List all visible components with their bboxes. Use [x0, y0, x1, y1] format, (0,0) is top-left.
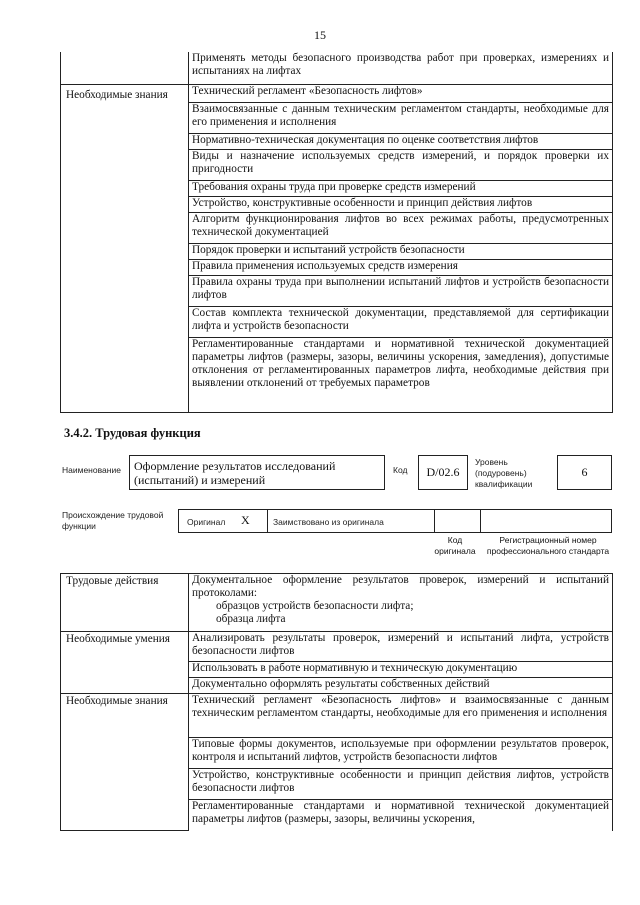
list-item: Типовые формы документов, используемые при оформлении результатов проверок, контроля и испытаний лифтов, устройств безопасности лифтов: [189, 738, 613, 769]
list-item: Взаимосвязанные с данным техническим регламентом стандарты, необходимые для его применения и исполнения: [189, 102, 613, 133]
list-item: Порядок проверки и испытаний устройств безопасности: [189, 243, 613, 259]
table-row: [61, 84, 613, 102]
table-cell: Применять методы безопасного производства работ при проверках, измерениях и испытаниях на лифтах: [189, 52, 613, 84]
list-item: Требования охраны труда при проверке средств измерений: [189, 180, 613, 196]
table-row: [61, 632, 613, 662]
divider: [434, 510, 435, 532]
borrowed-label: Заимствовано из оригинала: [273, 517, 384, 527]
table-row: [61, 694, 613, 738]
level-value-box: 6: [557, 455, 612, 490]
list-item: Регламентированные стандартами и нормативной технической документацией параметры лифтов (размеры, зазоры, величины ускорения, замедления), допустимые отклонения от регламентированных параметров лифта, необходимые действия при выявлении отклонений от требуемых параметров: [189, 337, 613, 412]
list-item: Правила применения используемых средств измерения: [189, 259, 613, 275]
table-cell: [189, 574, 613, 632]
original-mark: X: [241, 513, 250, 527]
table-row: [61, 52, 613, 84]
row-label-skills: Необходимые умения: [61, 632, 189, 694]
list-item: Нормативно-техническая документация по оценке соответствия лифтов: [189, 133, 613, 149]
code-value-box: D/02.6: [418, 455, 468, 490]
origin-table: [178, 509, 612, 533]
table-cell-empty: [61, 52, 189, 84]
code-origin-caption: Код оригинала: [434, 535, 476, 556]
top-table: [60, 52, 613, 413]
function-name-box: Оформление результатов исследований (испытаний) и измерений: [129, 455, 385, 490]
code-label: Код: [393, 465, 408, 475]
list-item: Алгоритм функционирования лифтов во всех режимах работы, предусмотренных технической документацией: [189, 212, 613, 243]
name-label: Наименование: [62, 465, 121, 475]
list-item: Устройство, конструктивные особенности и принцип действия лифтов: [189, 196, 613, 212]
list-item: Технический регламент «Безопасность лифтов» и взаимосвязанные с данным техническим регламентом стандарты, необходимые для его применения и исполнения: [189, 694, 613, 738]
divider: [267, 510, 268, 532]
section-heading: 3.4.2. Трудовая функция: [64, 426, 201, 440]
list-item: образцов устройств безопасности лифта;: [216, 600, 414, 612]
list-item: Виды и назначение используемых средств измерений, и порядок проверки их пригодности: [189, 149, 613, 180]
list-item: Устройство, конструктивные особенности и принцип действия лифтов, устройств безопасности лифтов: [189, 769, 613, 800]
row-label-knowledge: Необходимые знания: [61, 694, 189, 831]
list-item: Регламентированные стандартами и нормативной технической документацией параметры лифтов (размеры, зазоры, величины ускорения,: [189, 800, 613, 831]
list-item: Анализировать результаты проверок, измерений и испытаний лифта, устройств безопасности лифтов: [189, 632, 613, 662]
list-item: Использовать в работе нормативную и техническую документацию: [189, 662, 613, 678]
list-item: Состав комплекта технической документации, представляемой для сертификации лифта и устройств безопасности: [189, 306, 613, 337]
origin-label: Происхождение трудовой функции: [62, 510, 164, 531]
table-row: [61, 574, 613, 632]
row-label-knowledge: Необходимые знания: [61, 84, 189, 412]
original-label: Оригинал: [187, 517, 226, 527]
list-item: образца лифта: [216, 613, 286, 625]
level-label: Уровень (подуровень) квалификации: [475, 457, 533, 489]
reg-number-caption: Регистрационный номер профессионального стандарта: [486, 535, 610, 556]
list-item: Технический регламент «Безопасность лифтов»: [189, 84, 613, 102]
divider: [480, 510, 481, 532]
actions-text: Документальное оформление результатов проверок, измерений и испытаний протоколами:: [192, 574, 609, 599]
list-item: Правила охраны труда при выполнении испытаний лифтов и устройств безопасности лифтов: [189, 275, 613, 306]
list-item: Документально оформлять результаты собственных действий: [189, 678, 613, 694]
bottom-table: [60, 573, 613, 831]
page-number: 15: [314, 28, 326, 42]
row-label-actions: Трудовые действия: [61, 574, 189, 632]
